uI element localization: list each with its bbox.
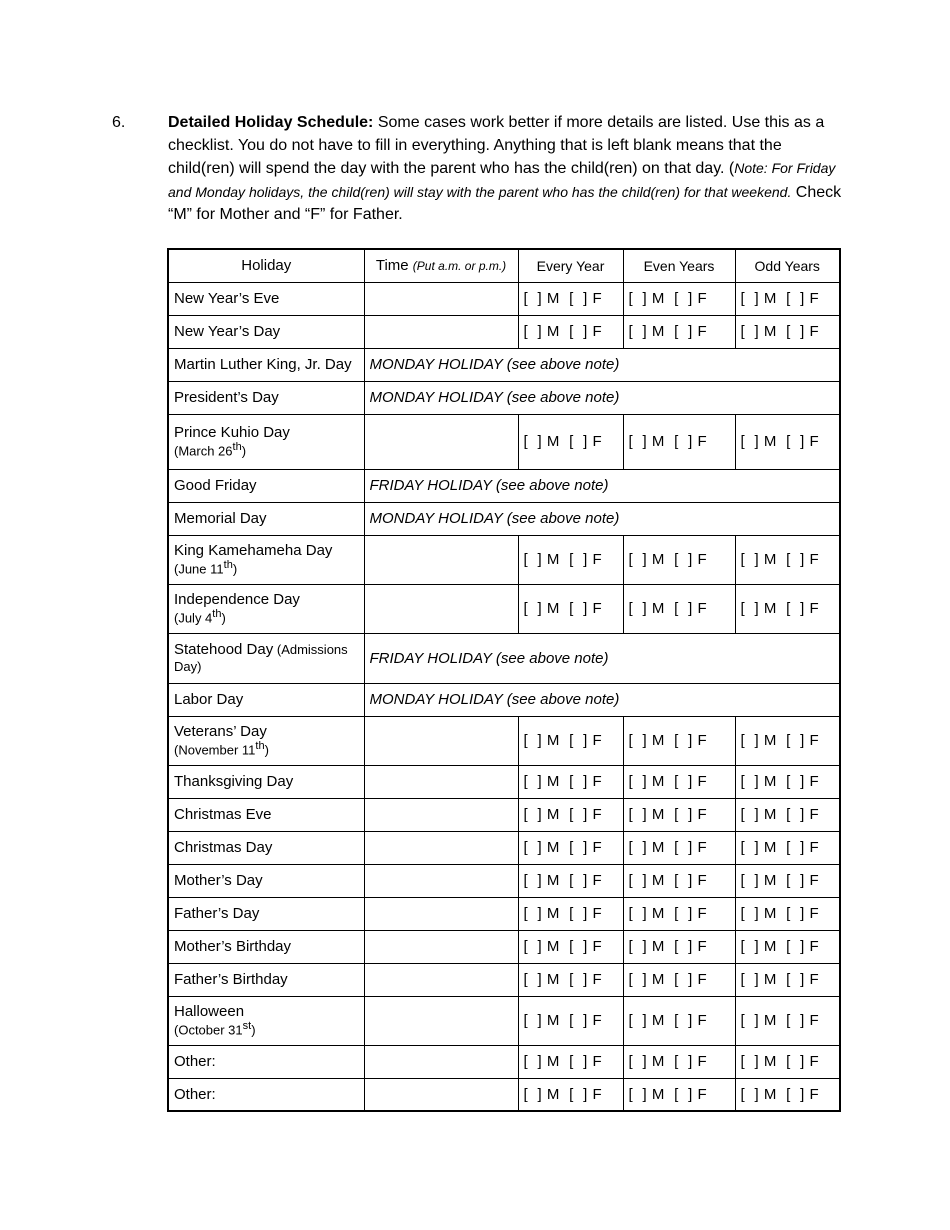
holiday-date <box>174 608 359 625</box>
table-row <box>168 1045 840 1078</box>
holiday-name: Statehood Day <box>174 641 274 658</box>
holiday-date-suffix: th <box>212 608 222 621</box>
holiday-name: Thanksgiving Day <box>174 773 294 790</box>
holiday-name: Mother’s Day <box>174 872 263 889</box>
even-years-checkbox-cell[interactable] <box>623 282 735 315</box>
holiday-name-cell <box>168 315 364 348</box>
table-row <box>168 414 840 469</box>
even-years-checkbox-cell[interactable] <box>623 1045 735 1078</box>
time-input-cell[interactable] <box>364 765 518 798</box>
holiday-name-cell <box>168 930 364 963</box>
time-input-cell[interactable] <box>364 996 518 1045</box>
holiday-name: President’s Day <box>174 389 279 406</box>
mf-checkbox-label[interactable]: [ ] M [ ] F <box>740 773 820 790</box>
holiday-name-cell <box>168 469 364 502</box>
table-row <box>168 864 840 897</box>
header-time-label: Time <box>375 257 409 275</box>
holiday-name-cell <box>168 633 364 683</box>
mf-checkbox-label[interactable]: [ ] M [ ] F <box>523 290 603 307</box>
section-note: Note: For Friday and Monday holidays, the child(ren) will stay with the parent who has the child(ren) for that weekend. <box>168 160 836 200</box>
holiday-date-suffix: st <box>242 1020 252 1033</box>
holiday-name-cell <box>168 831 364 864</box>
holiday-date-suffix: th <box>232 441 242 454</box>
table-row <box>168 716 840 765</box>
mf-checkbox-label[interactable]: [ ] M [ ] F <box>628 872 708 889</box>
odd-years-checkbox-cell[interactable] <box>735 282 840 315</box>
holiday-name-cell <box>168 381 364 414</box>
holiday-date <box>174 1020 359 1037</box>
table-row <box>168 469 840 502</box>
every-year-checkbox-cell[interactable] <box>518 315 623 348</box>
even-years-checkbox-cell[interactable] <box>623 584 735 633</box>
holiday-date-text: (July 4 <box>174 610 213 626</box>
holiday-name-cell <box>168 584 364 633</box>
table-row <box>168 897 840 930</box>
every-year-checkbox-cell[interactable] <box>518 930 623 963</box>
every-year-checkbox-cell[interactable] <box>518 864 623 897</box>
mf-checkbox-label[interactable]: [ ] M [ ] F <box>628 938 708 955</box>
holiday-name: Halloween <box>174 1003 245 1021</box>
header-odd-years: Odd Years <box>735 249 840 282</box>
mf-checkbox-label[interactable]: [ ] M [ ] F <box>740 1053 820 1070</box>
mf-checkbox-label[interactable]: [ ] M [ ] F <box>740 1085 820 1103</box>
even-years-checkbox-cell[interactable] <box>623 996 735 1045</box>
odd-years-checkbox-cell[interactable] <box>735 535 840 584</box>
holiday-name-cell <box>168 897 364 930</box>
holiday-note-cell: MONDAY HOLIDAY (see above note) <box>364 683 840 716</box>
mf-checkbox-label[interactable]: [ ] M [ ] F <box>740 872 820 889</box>
time-input-cell[interactable] <box>364 414 518 469</box>
mf-checkbox-label[interactable]: [ ] M [ ] F <box>740 1012 820 1029</box>
time-input-cell[interactable] <box>364 1045 518 1078</box>
mf-checkbox-label[interactable]: [ ] M [ ] F <box>628 839 708 856</box>
table-row <box>168 765 840 798</box>
every-year-checkbox-cell[interactable] <box>518 282 623 315</box>
table-row <box>168 996 840 1045</box>
mf-checkbox-label[interactable]: [ ] M [ ] F <box>628 1085 708 1103</box>
holiday-schedule-table <box>167 248 841 1112</box>
holiday-date-text: (March 26 <box>174 443 233 459</box>
holiday-date <box>174 559 359 576</box>
every-year-checkbox-cell[interactable] <box>518 535 623 584</box>
even-years-checkbox-cell[interactable] <box>623 716 735 765</box>
holiday-name-cell <box>168 414 364 469</box>
holiday-date-close: ) <box>221 610 226 626</box>
odd-years-checkbox-cell[interactable] <box>735 716 840 765</box>
odd-years-checkbox-cell[interactable] <box>735 584 840 633</box>
time-input-cell[interactable] <box>364 798 518 831</box>
every-year-checkbox-cell[interactable] <box>518 1045 623 1078</box>
mf-checkbox-label[interactable]: [ ] M [ ] F <box>740 551 820 568</box>
header-even-years: Even Years <box>623 249 735 282</box>
table-row <box>168 315 840 348</box>
holiday-name-cell <box>168 683 364 716</box>
section-intro <box>168 112 848 227</box>
holiday-date-text: (October 31 <box>174 1022 243 1038</box>
mf-checkbox-label[interactable]: [ ] M [ ] F <box>523 839 603 856</box>
table-row <box>168 348 840 381</box>
even-years-checkbox-cell[interactable] <box>623 535 735 584</box>
holiday-name: Martin Luther King, Jr. Day <box>174 356 352 373</box>
holiday-name: Veterans’ Day <box>174 723 267 741</box>
holiday-name-cell <box>168 535 364 584</box>
mf-checkbox-label[interactable]: [ ] M [ ] F <box>740 323 820 340</box>
holiday-name: Christmas Day <box>174 839 273 856</box>
mf-checkbox-label[interactable]: [ ] M [ ] F <box>628 600 708 617</box>
every-year-checkbox-cell[interactable] <box>518 716 623 765</box>
mf-checkbox-label[interactable]: [ ] M [ ] F <box>628 551 708 568</box>
mf-checkbox-label[interactable]: [ ] M [ ] F <box>740 600 820 617</box>
time-input-cell[interactable] <box>364 897 518 930</box>
mf-checkbox-label[interactable]: [ ] M [ ] F <box>523 732 603 749</box>
holiday-date-close: ) <box>251 1022 256 1038</box>
even-years-checkbox-cell[interactable] <box>623 930 735 963</box>
odd-years-checkbox-cell[interactable] <box>735 798 840 831</box>
holiday-name: Labor Day <box>174 691 244 708</box>
header-holiday: Holiday <box>168 249 364 282</box>
every-year-checkbox-cell[interactable] <box>518 765 623 798</box>
mf-checkbox-label[interactable]: [ ] M [ ] F <box>523 905 603 922</box>
holiday-name-cell <box>168 282 364 315</box>
holiday-note-cell: MONDAY HOLIDAY (see above note) <box>364 502 840 535</box>
even-years-checkbox-cell[interactable] <box>623 963 735 996</box>
mf-checkbox-label[interactable]: [ ] M [ ] F <box>740 732 820 749</box>
header-every-year: Every Year <box>518 249 623 282</box>
mf-checkbox-label[interactable]: [ ] M [ ] F <box>628 732 708 749</box>
odd-years-checkbox-cell[interactable] <box>735 414 840 469</box>
odd-years-checkbox-cell[interactable] <box>735 831 840 864</box>
mf-checkbox-label[interactable]: [ ] M [ ] F <box>628 433 708 450</box>
holiday-name-cell <box>168 716 364 765</box>
mf-checkbox-label[interactable]: [ ] M [ ] F <box>523 1012 603 1029</box>
mf-checkbox-label[interactable]: [ ] M [ ] F <box>523 323 603 340</box>
mf-checkbox-label[interactable]: [ ] M [ ] F <box>523 600 603 617</box>
table-row <box>168 831 840 864</box>
even-years-checkbox-cell[interactable] <box>623 1078 735 1111</box>
holiday-date-suffix: th <box>223 559 233 572</box>
odd-years-checkbox-cell[interactable] <box>735 930 840 963</box>
time-input-cell[interactable] <box>364 716 518 765</box>
table-row <box>168 381 840 414</box>
time-input-cell[interactable] <box>364 1078 518 1111</box>
table-row <box>168 282 840 315</box>
odd-years-checkbox-cell[interactable] <box>735 864 840 897</box>
mf-checkbox-label[interactable]: [ ] M [ ] F <box>628 1053 708 1070</box>
holiday-name: Christmas Eve <box>174 806 272 823</box>
mf-checkbox-label[interactable]: [ ] M [ ] F <box>523 938 603 955</box>
mf-checkbox-label[interactable]: [ ] M [ ] F <box>740 971 820 988</box>
holiday-name-cell <box>168 963 364 996</box>
mf-checkbox-label[interactable]: [ ] M [ ] F <box>628 971 708 988</box>
mf-checkbox-label[interactable]: [ ] M [ ] F <box>523 433 603 450</box>
even-years-checkbox-cell[interactable] <box>623 864 735 897</box>
mf-checkbox-label[interactable]: [ ] M [ ] F <box>523 971 603 988</box>
even-years-checkbox-cell[interactable] <box>623 315 735 348</box>
table-row <box>168 1078 840 1111</box>
time-input-cell[interactable] <box>364 963 518 996</box>
holiday-name-cell <box>168 996 364 1045</box>
every-year-checkbox-cell[interactable] <box>518 414 623 469</box>
holiday-name: Independence Day <box>174 591 300 609</box>
table-row <box>168 683 840 716</box>
mf-checkbox-label[interactable]: [ ] M [ ] F <box>628 773 708 790</box>
mf-checkbox-label[interactable]: [ ] M [ ] F <box>523 551 603 568</box>
holiday-name: Prince Kuhio Day <box>174 424 290 442</box>
table-row <box>168 584 840 633</box>
odd-years-checkbox-cell[interactable] <box>735 315 840 348</box>
time-input-cell[interactable] <box>364 584 518 633</box>
mf-checkbox-label[interactable]: [ ] M [ ] F <box>740 839 820 856</box>
odd-years-checkbox-cell[interactable] <box>735 1078 840 1111</box>
every-year-checkbox-cell[interactable] <box>518 1078 623 1111</box>
holiday-name: New Year’s Day <box>174 323 281 340</box>
every-year-checkbox-cell[interactable] <box>518 996 623 1045</box>
holiday-note-cell: MONDAY HOLIDAY (see above note) <box>364 348 840 381</box>
holiday-date-text: (November 11 <box>174 742 256 758</box>
every-year-checkbox-cell[interactable] <box>518 584 623 633</box>
table-row <box>168 963 840 996</box>
mf-checkbox-label[interactable]: [ ] M [ ] F <box>740 905 820 922</box>
odd-years-checkbox-cell[interactable] <box>735 765 840 798</box>
section-text: Some cases work better if more details are listed. Use this as a checklist. You do not have to fill in everything. Anything that is left blank means that the child(ren) will spend the day with the parent who has the child(ren) on that day. ( <box>168 114 825 177</box>
mf-checkbox-label[interactable]: [ ] M [ ] F <box>628 290 708 307</box>
mf-checkbox-label[interactable]: [ ] M [ ] F <box>523 806 603 823</box>
holiday-date-close: ) <box>232 561 238 577</box>
every-year-checkbox-cell[interactable] <box>518 897 623 930</box>
mf-checkbox-label[interactable]: [ ] M [ ] F <box>523 1085 603 1103</box>
holiday-note-cell: FRIDAY HOLIDAY (see above note) <box>364 469 840 502</box>
mf-checkbox-label[interactable]: [ ] M [ ] F <box>628 905 708 922</box>
time-input-cell[interactable] <box>364 930 518 963</box>
time-input-cell[interactable] <box>364 315 518 348</box>
holiday-name: New Year’s Eve <box>174 290 280 307</box>
every-year-checkbox-cell[interactable] <box>518 798 623 831</box>
mf-checkbox-label[interactable]: [ ] M [ ] F <box>740 290 820 307</box>
holiday-name-cell <box>168 765 364 798</box>
holiday-name-cell <box>168 1045 364 1078</box>
header-time <box>364 249 518 282</box>
even-years-checkbox-cell[interactable] <box>623 831 735 864</box>
table-row <box>168 798 840 831</box>
every-year-checkbox-cell[interactable] <box>518 963 623 996</box>
header-time-note: (Put a.m. or p.m.) <box>412 259 507 274</box>
mf-checkbox-label[interactable]: [ ] M [ ] F <box>628 806 708 823</box>
holiday-note-cell: FRIDAY HOLIDAY (see above note) <box>364 633 840 683</box>
mf-checkbox-label[interactable]: [ ] M [ ] F <box>628 323 708 340</box>
holiday-name-cell <box>168 502 364 535</box>
holiday-name: Other: <box>174 1085 216 1103</box>
every-year-checkbox-cell[interactable] <box>518 831 623 864</box>
odd-years-checkbox-cell[interactable] <box>735 996 840 1045</box>
odd-years-checkbox-cell[interactable] <box>735 1045 840 1078</box>
table-row <box>168 502 840 535</box>
mf-checkbox-label[interactable]: [ ] M [ ] F <box>740 806 820 823</box>
odd-years-checkbox-cell[interactable] <box>735 963 840 996</box>
holiday-name-note: (Admissions Day) <box>174 642 348 674</box>
even-years-checkbox-cell[interactable] <box>623 798 735 831</box>
holiday-date <box>174 441 359 458</box>
mf-checkbox-label[interactable]: [ ] M [ ] F <box>628 1012 708 1029</box>
holiday-name-cell <box>168 348 364 381</box>
holiday-date-close: ) <box>241 443 247 459</box>
holiday-name: Mother’s Birthday <box>174 938 291 955</box>
holiday-date <box>174 740 359 757</box>
holiday-name: Other: <box>174 1053 216 1070</box>
section-title: Detailed Holiday Schedule: <box>168 114 374 131</box>
section-text-check: Check “M” for Mother and “F” for Father. <box>168 183 842 223</box>
holiday-name: Memorial Day <box>174 510 267 527</box>
odd-years-checkbox-cell[interactable] <box>735 897 840 930</box>
time-input-cell[interactable] <box>364 282 518 315</box>
holiday-note-cell: MONDAY HOLIDAY (see above note) <box>364 381 840 414</box>
holiday-name: King Kamehameha Day <box>174 542 333 560</box>
holiday-date-text: (June 11 <box>174 561 224 577</box>
mf-checkbox-label[interactable]: [ ] M [ ] F <box>523 872 603 889</box>
mf-checkbox-label[interactable]: [ ] M [ ] F <box>523 1053 603 1070</box>
time-input-cell[interactable] <box>364 535 518 584</box>
table-row <box>168 633 840 683</box>
section-number: 6. <box>112 114 126 131</box>
time-input-cell[interactable] <box>364 831 518 864</box>
table-row <box>168 535 840 584</box>
holiday-name: Father’s Birthday <box>174 971 288 988</box>
table-header-row <box>168 249 840 282</box>
holiday-name-cell <box>168 864 364 897</box>
even-years-checkbox-cell[interactable] <box>623 765 735 798</box>
mf-checkbox-label[interactable]: [ ] M [ ] F <box>523 773 603 790</box>
even-years-checkbox-cell[interactable] <box>623 897 735 930</box>
time-input-cell[interactable] <box>364 864 518 897</box>
mf-checkbox-label[interactable]: [ ] M [ ] F <box>740 938 820 955</box>
holiday-name-cell <box>168 798 364 831</box>
mf-checkbox-label[interactable]: [ ] M [ ] F <box>740 433 820 450</box>
holiday-name: Good Friday <box>174 477 257 494</box>
holiday-date-close: ) <box>264 742 269 758</box>
holiday-date-suffix: th <box>255 740 265 753</box>
holiday-name: Father’s Day <box>174 905 260 922</box>
holiday-name-cell <box>168 1078 364 1111</box>
even-years-checkbox-cell[interactable] <box>623 414 735 469</box>
table-row <box>168 930 840 963</box>
